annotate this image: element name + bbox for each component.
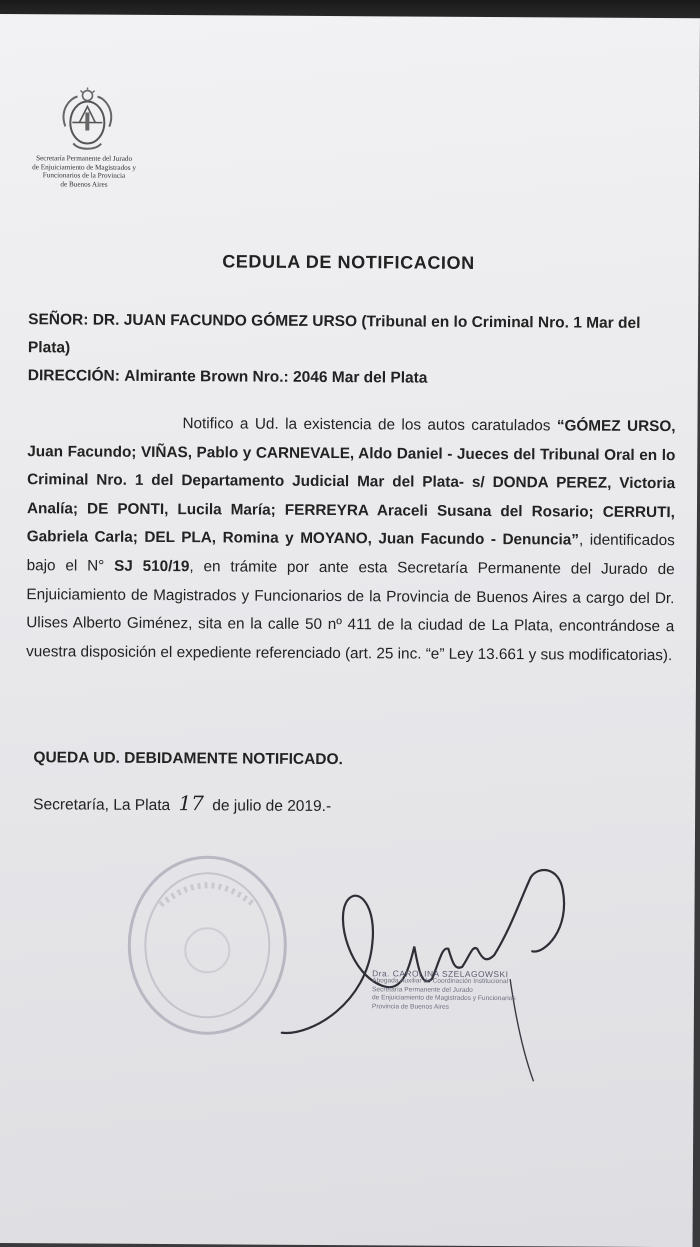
notification-document xyxy=(0,14,700,1247)
paragraph-indent xyxy=(27,427,182,428)
address-line xyxy=(28,367,676,389)
identified-text: , identificados bajo el N° xyxy=(26,531,675,575)
place-date xyxy=(33,790,331,816)
signatory-title-line: Abogada Auxiliar de Coordinación Institucional xyxy=(372,977,509,986)
institution-line: Secretaría Permanente del Jurado xyxy=(36,154,133,163)
signatory-title-line: Provincia de Buenos Aires xyxy=(371,1002,449,1011)
document-title: CEDULA DE NOTIFICACION xyxy=(222,251,475,273)
notified-statement: QUEDA UD. DEBIDAMENTE NOTIFICADO. xyxy=(33,749,343,769)
case-number: SJ 510/19 xyxy=(114,557,190,576)
signatory-title-line: Secretaría Permanente del Jurado xyxy=(372,986,473,994)
handwritten-day: 17 xyxy=(178,791,205,816)
institution-name xyxy=(9,154,159,189)
coat-of-arms-icon xyxy=(55,86,119,156)
body-intro: Notifico a Ud. la existencia de los autos caratulados xyxy=(182,415,551,435)
date-suffix: de julio de 2019.- xyxy=(212,797,332,816)
signatory-title-line: de Enjuiciamiento de Magistrados y Funcionarios xyxy=(371,994,516,1003)
address-value: Almirante Brown Nro.: 2046 Mar del Plata xyxy=(124,367,428,387)
body-rest: , en trámite por ante esta Secretaría Permanente del Jurado de Enjuiciamiento de Magistrados y Funcionarios de la Provincia de Buenos Aires a cargo del Dr. Ulises Alberto Giménez, sita en la calle 50 nº 411 de la ciudad de La Plata, encontrándose a vuestra disposición el expediente referenciado (art. 25 inc. “e” Ley 13.661 y sus modificatorias). xyxy=(26,558,675,664)
institution-line: Funcionarios de la Provincia xyxy=(42,171,126,180)
address-label: DIRECCIÓN: xyxy=(27,367,120,385)
institution-line: de Enjuiciamiento de Magistrados y xyxy=(32,162,136,172)
place-prefix: Secretaría, La Plata xyxy=(33,796,171,815)
signature-stamp xyxy=(372,969,547,1012)
case-title: “GÓMEZ URSO, Juan Facundo; VIÑAS, Pablo y CARNEVALE, Aldo Daniel - Jueces del Tribunal Oral en lo Criminal Nro. 1 del Departamento Judicial Mar del Plata- s/ DONDA PEREZ, Victoria Analía; DE PONTI, Lucila María; FERREYRA Araceli Susana del Rosario; CERRUTI, Gabriela Carla; DEL PLA, Romina y MOYANO, Juan Facundo - Denuncia” xyxy=(26,417,676,549)
recipient-line: SEÑOR: DR. JUAN FACUNDO GÓMEZ URSO (Tribunal en lo Criminal Nro. 1 Mar del Plata) xyxy=(27,311,641,357)
signatory-name: Dra. CAROLINA SZELAGOWSKI xyxy=(372,968,509,980)
institution-line: de Buenos Aires xyxy=(60,180,108,189)
notification-body xyxy=(26,409,676,670)
